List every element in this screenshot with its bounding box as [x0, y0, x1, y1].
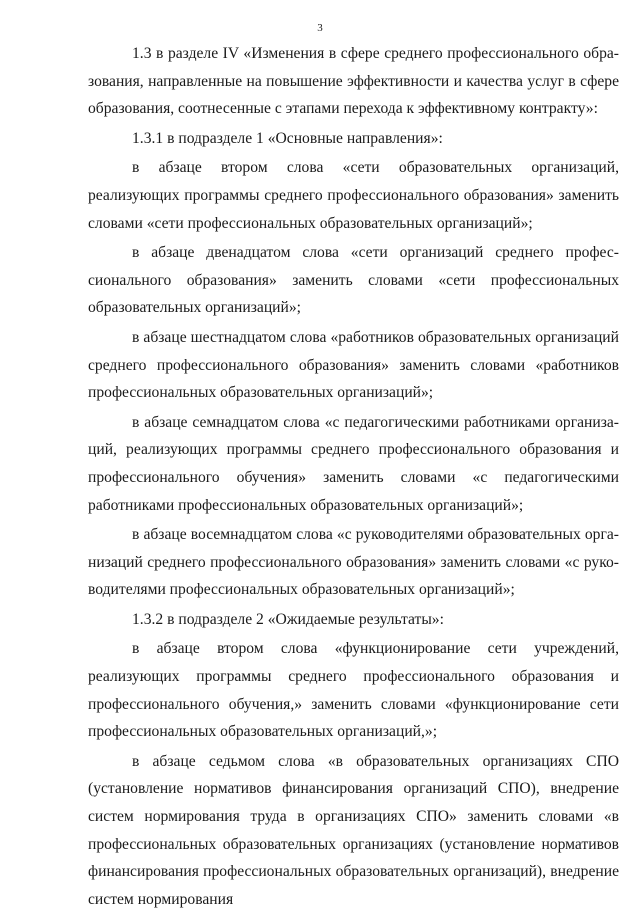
paragraph-subsection-1-3-1: 1.3.1 в подразделе 1 «Основные направления»:	[132, 129, 443, 147]
paragraph-amendment-twelfth: в абзаце двенадцатом слова «сети организаций среднего профессионального образования» заменить словами «сети профессиональных образовательных организаций»;	[88, 244, 619, 317]
paragraph-results-seventh: в абзаце седьмом слова «в образовательных организациях СПО (установление нормативов финансирования организаций СПО), внедрение систем нормирования труда в организациях СПО» заменить словами «в профессиональных образовательных организациях (установление нормативов финансирования профессиональных образовательных организаций), внедрение систем нормирования	[88, 752, 619, 908]
document-body	[88, 40, 619, 913]
paragraph-amendment-eighteenth: в абзаце восемнадцатом слова «с руководителями образовательных организаций среднего профессионального образования» заменить словами «с руководителями профессиональных образовательных организаций»;	[88, 526, 619, 599]
page-number: 3	[317, 22, 323, 34]
paragraph-amendment-second: в абзаце втором слова «сети образовательных организаций, реализующих программы среднего профессионального образования» заменить словами «сети профессиональных образовательных организаций»;	[88, 159, 619, 232]
paragraph-subsection-1-3-2: 1.3.2 в подразделе 2 «Ожидаемые результаты»:	[132, 610, 444, 628]
paragraph-amendment-sixteenth: в абзаце шестнадцатом слова «работников образовательных организаций среднего профессионального образования» заменить словами «работников профессиональных образовательных организаций»;	[88, 328, 619, 402]
paragraph-amendment-seventeenth: в абзаце семнадцатом слова «с педагогическими работниками организаций, реализующих программы среднего профессионального образования и профессионального обучения» заменить словами «с педагогическими работниками профессиональных образовательных организаций»;	[88, 413, 619, 514]
paragraph-results-second: в абзаце втором слова «функционирование сети учреждений, реализующих программы среднего профессионального образования и профессионального обучения,» заменить словами «функционирование сети профессиональных образовательных организаций,»;	[88, 640, 619, 741]
paragraph-section-1-3: 1.3 в разделе IV «Изменения в сфере среднего профессионального образования, направленные на повышение эффективности и качества услуг в сфере образования, соотнесенные с этапами перехода к эффективному контракту»:	[88, 45, 619, 118]
